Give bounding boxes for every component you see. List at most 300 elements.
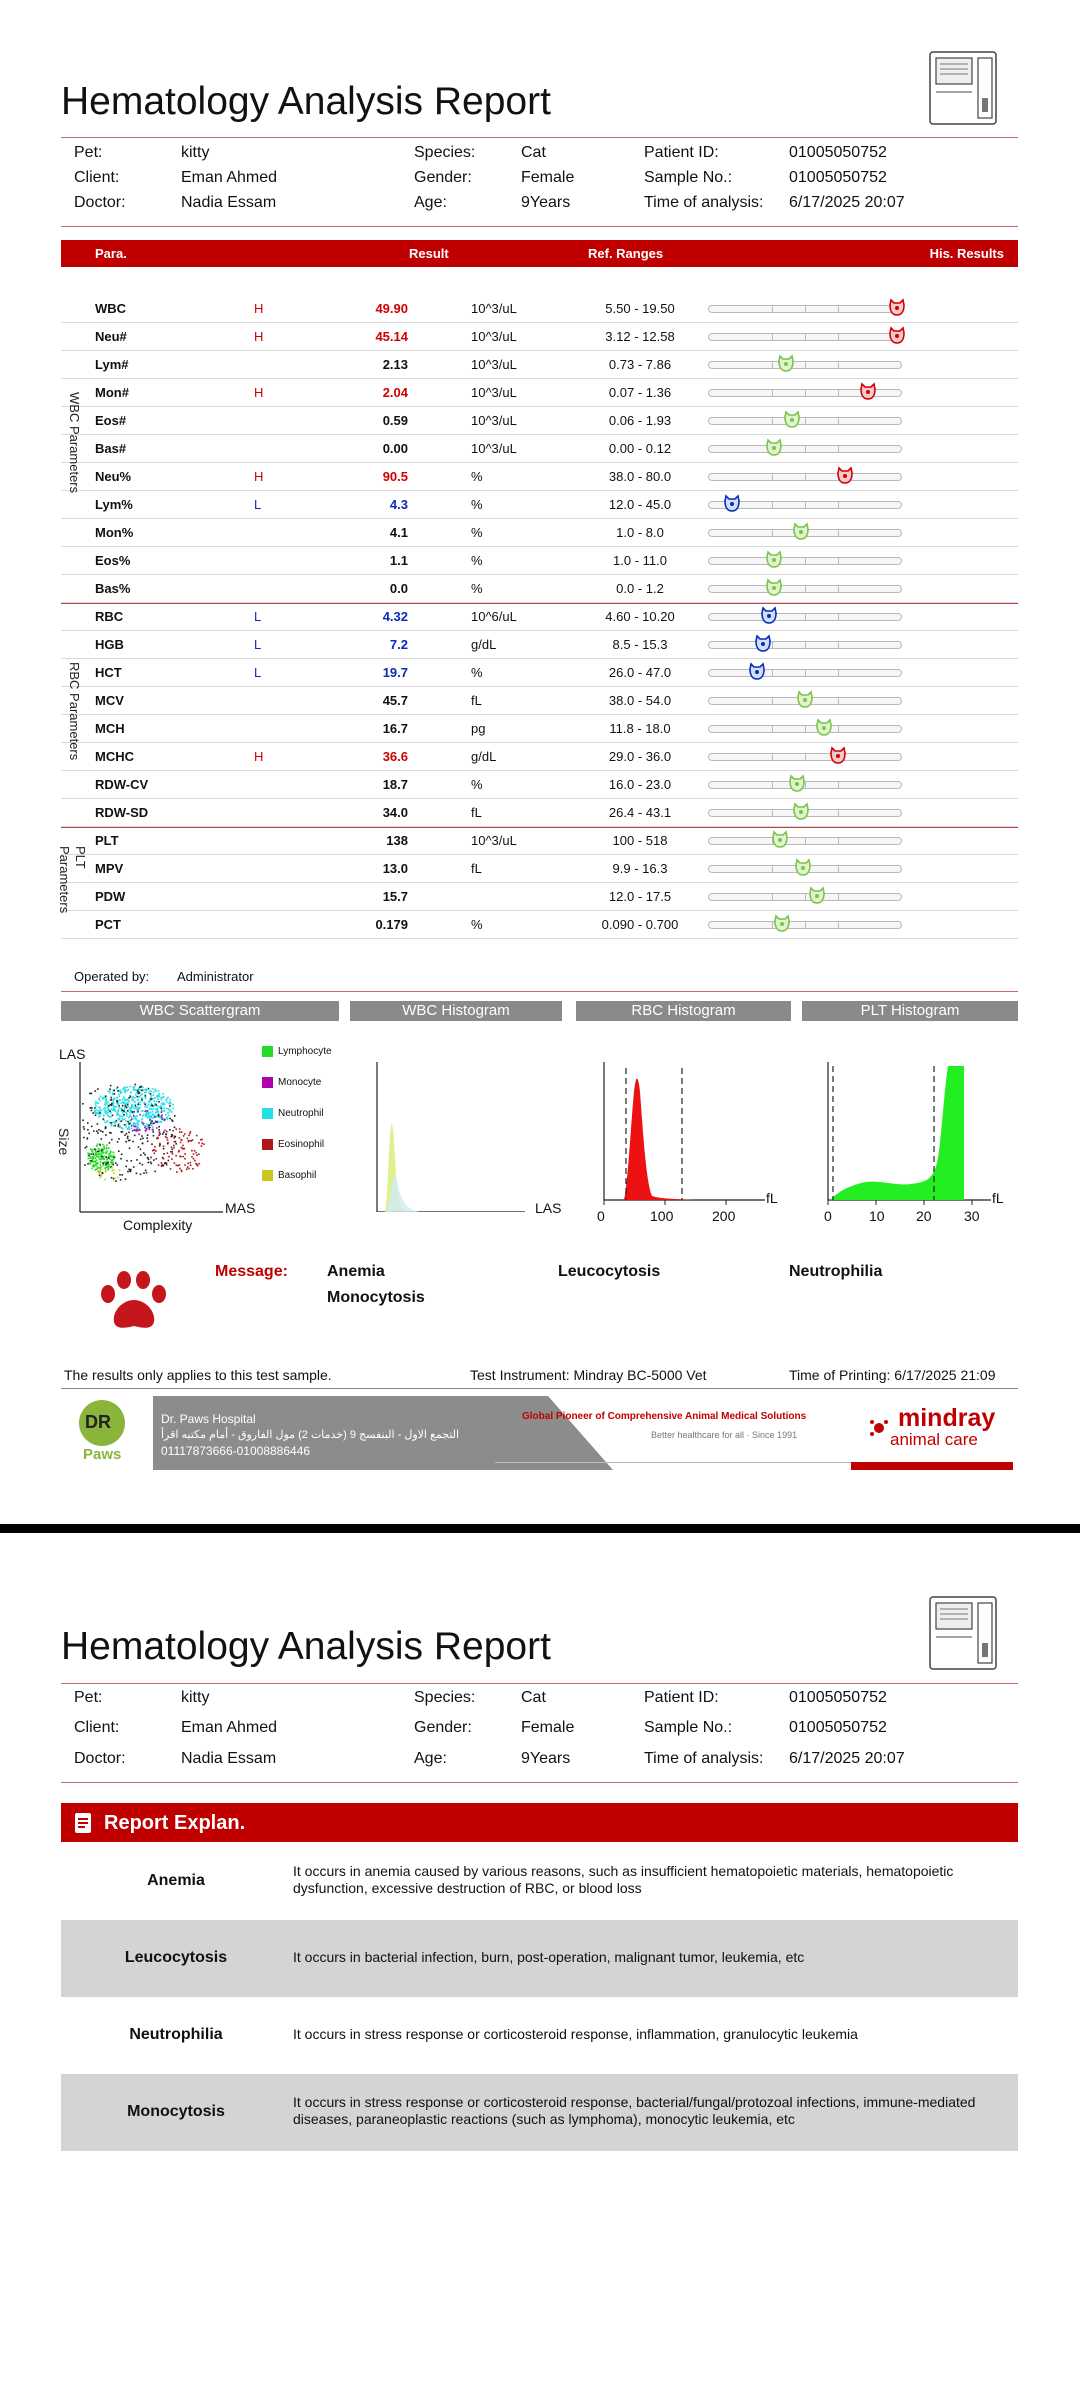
time-of-printing: Time of Printing: 6/17/2025 21:09 xyxy=(789,1367,996,1383)
ref-low: 1.0 xyxy=(616,525,635,540)
ref-low: 0.06 xyxy=(608,413,635,428)
parameter-result: 34.0 xyxy=(382,805,408,820)
parameter-flag: H xyxy=(254,329,264,344)
ref-separator: - xyxy=(634,581,646,596)
parameter-result: 90.5 xyxy=(382,469,408,484)
range-tick xyxy=(772,530,773,536)
parameter-name: HGB xyxy=(95,637,124,652)
parameter-unit: 10^3/uL xyxy=(471,385,517,400)
ref-high: 18.0 xyxy=(645,721,671,736)
explanation-text: It occurs in anemia caused by various reasons, such as insufficient hematopoietic materials, hematopoietic dysfunction, excessive destruction of RBC, or blood loss xyxy=(293,1863,954,1896)
parameter-result: 2.04 xyxy=(382,385,408,400)
plt-fl-label: fL xyxy=(992,1190,1004,1206)
explanation-row xyxy=(61,1843,1018,1920)
plt-tick-10: 10 xyxy=(869,1208,885,1224)
explanation-row xyxy=(61,1920,1018,1997)
ref-separator: - xyxy=(630,301,643,316)
parameter-ref-range xyxy=(585,469,695,484)
range-tick xyxy=(805,754,806,760)
history-range-bar xyxy=(708,557,902,565)
plt-tick-0: 0 xyxy=(824,1208,832,1224)
parameter-ref-range xyxy=(585,413,695,428)
parameter-ref-range xyxy=(585,833,695,848)
ref-separator: - xyxy=(630,637,643,652)
report-explan-title: Report Explan. xyxy=(104,1812,246,1834)
footer-rule xyxy=(61,1388,1018,1389)
legend-label: Neutrophil xyxy=(278,1108,324,1120)
ref-low: 5.50 xyxy=(605,301,631,316)
range-tick xyxy=(805,894,806,900)
range-tick xyxy=(805,558,806,564)
range-tick xyxy=(772,642,773,648)
wbc-histogram-axis-label: LAS xyxy=(535,1200,562,1216)
range-tick xyxy=(838,894,839,900)
range-tick xyxy=(772,782,773,788)
ref-low: 8.5 xyxy=(612,637,631,652)
explanation-text: It occurs in bacterial infection, burn, post-operation, malignant tumor, leukemia, etc xyxy=(293,1949,805,1965)
range-tick xyxy=(805,642,806,648)
range-tick xyxy=(772,474,773,480)
wbc-group-label: WBC Parameters xyxy=(67,392,82,494)
range-tick xyxy=(838,810,839,816)
range-tick xyxy=(772,866,773,872)
parameter-ref-range xyxy=(585,777,695,792)
ref-low: 3.12 xyxy=(605,329,631,344)
mindray-subtagline: Better healthcare for all · Since 1991 xyxy=(651,1430,798,1440)
range-tick xyxy=(772,390,773,396)
parameter-result: 0.59 xyxy=(382,413,408,428)
range-tick xyxy=(838,446,839,452)
col-his-results: His. Results xyxy=(929,246,1004,261)
parameter-result: 0.179 xyxy=(375,917,408,932)
report-explan-header xyxy=(61,1803,1018,1842)
range-tick xyxy=(805,502,806,508)
result-marker-icon xyxy=(765,549,783,569)
parameter-row xyxy=(61,798,1018,827)
parameter-flag: L xyxy=(254,609,262,624)
parameter-unit: fL xyxy=(471,693,482,708)
explanation-row xyxy=(61,2074,1018,2151)
hospital-phones: 01117873666-01008886446 xyxy=(161,1444,311,1458)
results-disclaimer: The results only applies to this test sample. xyxy=(64,1367,332,1383)
range-tick xyxy=(772,306,773,312)
history-range-bar xyxy=(708,669,902,677)
parameter-row xyxy=(61,770,1018,799)
parameter-unit: % xyxy=(471,553,483,568)
ref-high: 47.0 xyxy=(645,665,672,680)
range-tick xyxy=(838,502,839,508)
time-of-analysis-label-page2: Time of analysis: xyxy=(644,1750,764,1767)
ref-separator: - xyxy=(634,833,646,848)
doctor-label: Doctor: xyxy=(74,194,126,211)
explanation-name: Leucocytosis xyxy=(124,1949,228,1966)
parameter-ref-range xyxy=(585,497,695,512)
history-range-bar xyxy=(708,725,902,733)
parameter-result: 0.0 xyxy=(389,581,408,596)
parameter-result: 4.32 xyxy=(382,609,408,624)
rbc-plt-separator xyxy=(61,827,1018,828)
client-label-page2: Client: xyxy=(74,1719,120,1736)
range-tick xyxy=(805,838,806,844)
range-tick xyxy=(838,866,839,872)
parameter-unit: 10^6/uL xyxy=(471,609,517,624)
ref-high: 16.3 xyxy=(642,861,668,876)
parameter-row xyxy=(61,658,1018,687)
history-range-bar xyxy=(708,837,902,845)
result-marker-icon xyxy=(836,465,854,485)
legend-item xyxy=(262,1108,332,1139)
parameter-row xyxy=(61,378,1018,407)
result-marker-icon xyxy=(859,381,877,401)
plt-histogram-plot xyxy=(826,1062,996,1222)
age-label: Age: xyxy=(414,194,447,211)
explanation-name: Monocytosis xyxy=(127,2103,225,2120)
report-title: Hematology Analysis Report xyxy=(61,80,551,123)
parameter-unit: 10^3/uL xyxy=(471,413,517,428)
ref-high: 17.5 xyxy=(645,889,672,904)
age-value-page2: 9Years xyxy=(521,1750,571,1767)
parameter-ref-range xyxy=(585,805,695,820)
range-tick xyxy=(805,306,806,312)
legend-label: Lymphocyte xyxy=(278,1046,332,1058)
col-ref-ranges: Ref. Ranges xyxy=(588,246,664,261)
history-range-bar xyxy=(708,865,902,873)
history-range-bar xyxy=(708,333,902,341)
legend-item xyxy=(262,1077,332,1108)
gender-label-page2: Gender: xyxy=(414,1719,472,1736)
patient-id-value: 01005050752 xyxy=(789,144,887,161)
ref-high: 19.50 xyxy=(642,301,675,316)
ref-separator: - xyxy=(631,553,643,568)
ref-high: 0.700 xyxy=(645,917,679,932)
history-range-bar xyxy=(708,529,902,537)
parameter-name: Bas# xyxy=(95,441,127,456)
parameter-result: 18.7 xyxy=(382,777,408,792)
ref-low: 12.0 xyxy=(608,497,635,512)
rbc-group-label: RBC Parameters xyxy=(67,662,82,761)
history-range-bar xyxy=(708,613,902,621)
parameter-name: PDW xyxy=(95,889,126,904)
range-tick xyxy=(838,390,839,396)
result-marker-icon xyxy=(788,773,806,793)
parameter-result: 15.7 xyxy=(382,889,408,904)
range-tick xyxy=(838,838,839,844)
parameter-unit: % xyxy=(471,917,483,932)
range-tick xyxy=(772,698,773,704)
parameter-name: Neu# xyxy=(95,329,127,344)
parameter-ref-range xyxy=(585,693,695,708)
message-neutrophilia: Neutrophilia xyxy=(789,1263,883,1280)
explanation-name: Neutrophilia xyxy=(129,2026,223,2043)
parameter-result: 49.90 xyxy=(375,301,408,316)
parameter-unit: % xyxy=(471,777,483,792)
parameter-name: RDW-CV xyxy=(95,777,149,792)
parameter-unit: 10^3/uL xyxy=(471,357,517,372)
range-tick xyxy=(838,418,839,424)
parameter-ref-range xyxy=(585,581,695,596)
parameter-row xyxy=(61,714,1018,743)
legend-label: Eosinophil xyxy=(278,1139,325,1151)
ref-separator: - xyxy=(634,917,646,932)
parameter-ref-range xyxy=(585,917,695,932)
parameter-flag: H xyxy=(254,749,264,764)
result-marker-icon xyxy=(794,857,812,877)
range-tick xyxy=(805,390,806,396)
parameter-name: Eos# xyxy=(95,413,127,428)
parameter-name: PCT xyxy=(95,917,121,932)
parameter-result: 2.13 xyxy=(382,357,408,372)
ref-low: 11.8 xyxy=(609,721,634,736)
test-instrument: Test Instrument: Mindray BC-5000 Vet xyxy=(470,1367,707,1383)
parameter-unit: % xyxy=(471,665,483,680)
parameter-name: Eos% xyxy=(95,553,131,568)
result-marker-icon xyxy=(808,885,826,905)
parameter-unit: % xyxy=(471,525,483,540)
result-marker-icon xyxy=(754,633,772,653)
analyzer-device-icon-page2 xyxy=(928,1593,1002,1673)
parameter-row xyxy=(61,462,1018,491)
ref-high: 1.36 xyxy=(645,385,672,400)
result-marker-icon xyxy=(796,689,814,709)
wbc-scattergram-plot xyxy=(78,1062,223,1214)
ref-high: 1.93 xyxy=(645,413,672,428)
range-tick xyxy=(805,334,806,340)
paw-icon xyxy=(96,1270,172,1332)
parameter-ref-range xyxy=(585,525,695,540)
range-tick xyxy=(805,586,806,592)
parameter-ref-range xyxy=(585,609,695,624)
scatter-complexity-label: Complexity xyxy=(123,1217,193,1233)
parameter-name: Bas% xyxy=(95,581,131,596)
ref-high: 54.0 xyxy=(645,693,672,708)
ref-separator: - xyxy=(634,805,646,820)
parameter-row xyxy=(61,882,1018,911)
ref-separator: - xyxy=(633,721,646,736)
parameter-row xyxy=(61,742,1018,771)
parameter-row xyxy=(61,630,1018,659)
operated-by-label: Operated by: xyxy=(74,969,150,984)
hospital-name: Dr. Paws Hospital xyxy=(161,1412,256,1426)
wbc-histogram-plot xyxy=(375,1062,525,1212)
ref-high: 12.58 xyxy=(642,329,675,344)
hospital-banner xyxy=(61,1396,1013,1470)
ref-separator: - xyxy=(634,525,646,540)
history-range-bar xyxy=(708,473,902,481)
rbc-fl-label: fL xyxy=(766,1190,778,1206)
legend-item xyxy=(262,1139,332,1170)
scatter-las-label: LAS xyxy=(59,1046,86,1062)
history-range-bar xyxy=(708,809,902,817)
range-tick xyxy=(772,362,773,368)
parameter-result: 4.3 xyxy=(389,497,408,512)
message-leucocytosis: Leucocytosis xyxy=(558,1263,661,1280)
gender-value: Female xyxy=(521,169,575,186)
parameter-name: WBC xyxy=(95,301,127,316)
ref-high: 0.12 xyxy=(645,441,672,456)
explanation-text: It occurs in stress response or corticosteroid response, bacterial/fungal/protozoal infections, immune-mediated diseases, paraneoplastic reactions (such as lymphoma), monocytic leukemia, etc xyxy=(293,2094,976,2127)
result-marker-icon xyxy=(888,297,906,317)
legend-swatch xyxy=(262,1170,273,1181)
history-range-bar xyxy=(708,893,902,901)
range-tick xyxy=(772,894,773,900)
ref-low: 38.0 xyxy=(608,693,635,708)
doctor-label-page2: Doctor: xyxy=(74,1750,126,1767)
sample-no-label-page2: Sample No.: xyxy=(644,1719,733,1736)
result-marker-icon xyxy=(771,829,789,849)
legend-swatch xyxy=(262,1108,273,1119)
parameter-unit: % xyxy=(471,469,483,484)
banner-thin-line xyxy=(495,1462,853,1463)
header-rule xyxy=(61,137,1018,138)
result-marker-icon xyxy=(829,745,847,765)
parameter-unit: 10^3/uL xyxy=(471,833,517,848)
parameter-ref-range xyxy=(585,749,695,764)
ref-separator: - xyxy=(634,889,646,904)
result-marker-icon xyxy=(888,325,906,345)
parameter-name: MCHC xyxy=(95,749,134,764)
parameter-flag: L xyxy=(254,665,262,680)
range-tick xyxy=(805,474,806,480)
parameter-name: MCH xyxy=(95,721,125,736)
parameter-flag: H xyxy=(254,301,264,316)
parameter-name: Lym# xyxy=(95,357,129,372)
ref-high: 7.86 xyxy=(645,357,672,372)
ref-high: 15.3 xyxy=(642,637,668,652)
time-of-analysis-label: Time of analysis: xyxy=(644,194,764,211)
dr-paws-logo-text: DR xyxy=(85,1412,111,1432)
scatter-legend xyxy=(262,1046,332,1201)
legend-swatch xyxy=(262,1139,273,1150)
ref-low: 0.00 xyxy=(608,441,635,456)
message-anemia: Anemia xyxy=(327,1263,385,1280)
parameter-result: 36.6 xyxy=(382,749,408,764)
parameter-ref-range xyxy=(585,357,695,372)
parameter-unit: 10^3/uL xyxy=(471,329,517,344)
ref-high: 1.2 xyxy=(645,581,664,596)
parameter-row xyxy=(61,490,1018,519)
sample-no-label: Sample No.: xyxy=(644,169,733,186)
pet-label: Pet: xyxy=(74,144,103,161)
ref-separator: - xyxy=(634,385,646,400)
ref-high: 518 xyxy=(645,833,668,848)
parameter-row xyxy=(61,406,1018,435)
range-tick xyxy=(805,614,806,620)
rbc-tick-0: 0 xyxy=(597,1208,605,1224)
range-tick xyxy=(805,922,806,928)
parameter-unit: 10^3/uL xyxy=(471,441,517,456)
ref-low: 0.0 xyxy=(616,581,635,596)
range-tick xyxy=(772,418,773,424)
analyzer-device-icon xyxy=(928,48,1002,128)
range-tick xyxy=(805,446,806,452)
ref-separator: - xyxy=(634,693,646,708)
parameter-name: RDW-SD xyxy=(95,805,149,820)
range-tick xyxy=(838,530,839,536)
ref-separator: - xyxy=(634,777,646,792)
parameter-ref-range xyxy=(585,301,695,316)
ref-low: 0.07 xyxy=(608,385,635,400)
parameter-row xyxy=(61,546,1018,575)
range-tick xyxy=(838,642,839,648)
ref-high: 43.1 xyxy=(645,805,672,820)
legend-item xyxy=(262,1046,332,1077)
mindray-tagline: Global Pioneer of Comprehensive Animal Medical Solutions xyxy=(522,1411,807,1422)
result-marker-icon xyxy=(792,521,810,541)
ref-separator: - xyxy=(630,329,643,344)
parameter-result: 45.7 xyxy=(382,693,408,708)
history-range-bar xyxy=(708,501,902,509)
ref-high: 10.20 xyxy=(642,609,675,624)
result-marker-icon xyxy=(748,661,766,681)
range-tick xyxy=(838,670,839,676)
ref-low: 100 xyxy=(612,833,635,848)
col-result: Result xyxy=(409,246,449,261)
parameter-name: Mon# xyxy=(95,385,129,400)
range-tick xyxy=(838,726,839,732)
parameter-unit: pg xyxy=(471,721,486,736)
range-tick xyxy=(805,362,806,368)
patient-id-label: Patient ID: xyxy=(644,144,719,161)
result-marker-icon xyxy=(765,577,783,597)
parameter-flag: H xyxy=(254,385,264,400)
history-range-bar xyxy=(708,641,902,649)
parameter-name: MPV xyxy=(95,861,124,876)
history-range-bar xyxy=(708,753,902,761)
parameter-row xyxy=(61,350,1018,379)
sample-no-value: 01005050752 xyxy=(789,169,887,186)
legend-item xyxy=(262,1170,332,1201)
history-range-bar xyxy=(708,389,902,397)
result-marker-icon xyxy=(783,409,801,429)
parameter-result: 19.7 xyxy=(382,665,408,680)
parameter-name: PLT xyxy=(95,833,119,848)
parameter-unit: 10^3/uL xyxy=(471,301,517,316)
pet-value-page2: kitty xyxy=(181,1689,210,1706)
result-marker-icon xyxy=(765,437,783,457)
scatter-mas-label: MAS xyxy=(225,1200,256,1216)
ref-low: 0.090 xyxy=(601,917,635,932)
history-range-bar xyxy=(708,697,902,705)
range-tick xyxy=(772,810,773,816)
range-tick xyxy=(772,334,773,340)
time-of-analysis-value-page2: 6/17/2025 20:07 xyxy=(789,1750,905,1767)
age-value: 9Years xyxy=(521,194,571,211)
parameter-ref-range xyxy=(585,637,695,652)
ref-low: 29.0 xyxy=(608,749,635,764)
range-tick xyxy=(838,334,839,340)
ref-separator: - xyxy=(634,469,646,484)
range-tick xyxy=(838,782,839,788)
result-marker-icon xyxy=(815,717,833,737)
parameter-ref-range xyxy=(585,553,695,568)
parameter-ref-range xyxy=(585,329,695,344)
plt-group-label-1: PLT xyxy=(73,846,88,869)
pet-label-page2: Pet: xyxy=(74,1689,103,1706)
range-tick xyxy=(772,726,773,732)
parameter-name: HCT xyxy=(95,665,122,680)
legend-label: Monocyte xyxy=(278,1077,322,1089)
ref-low: 26.4 xyxy=(608,805,635,820)
range-tick xyxy=(772,670,773,676)
history-range-bar xyxy=(708,417,902,425)
info-rule-page2 xyxy=(61,1782,1018,1783)
client-value: Eman Ahmed xyxy=(181,169,278,186)
wbc-histogram-title: WBC Histogram xyxy=(350,1001,562,1021)
rbc-histogram-plot xyxy=(600,1062,770,1222)
banner-red-bar xyxy=(851,1462,1013,1470)
ref-high: 36.0 xyxy=(645,749,672,764)
plt-tick-20: 20 xyxy=(916,1208,932,1224)
